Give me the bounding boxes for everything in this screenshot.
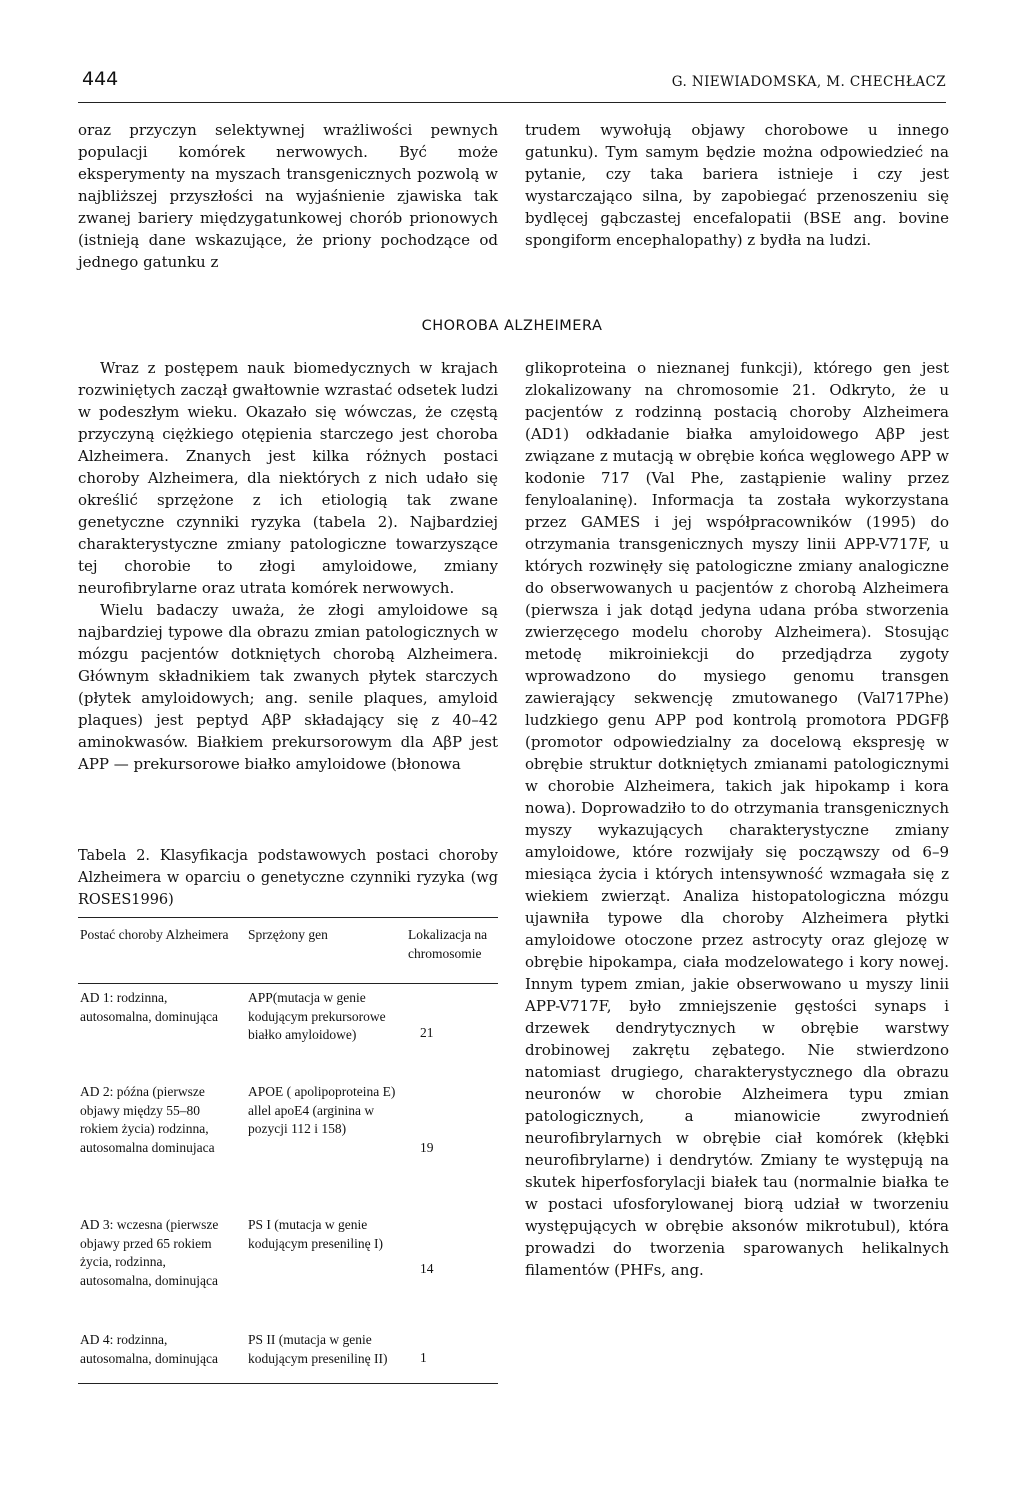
table-cell: AD 3: wczesna (pierwsze objawy przed 65 rokiem życia, rodzinna, autosomalna, dominująca (80, 1217, 219, 1288)
table-header-cell: Sprzężony gen (248, 927, 328, 942)
table-header-cell: Postać choroby Alzheimera (80, 927, 229, 942)
table-top-rule (78, 917, 498, 918)
body-paragraph: Wielu badaczy uważa, że złogi amyloidowe są najbardziej typowe dla obrazu zmian patologicznych w mózgu pacjentów dotkniętych chorobą Alzheimera. Głównym składnikiem tak zwanych płytek starczych (płytek amyloidowych; ang. senile plaques, amyloid plaques) jest peptyd AβP składający się z 40–42 aminokwasów. Białkiem prekursorowym dla AβP jest APP — prekursorowe białko amyloidowe (błonowa (78, 601, 498, 773)
table-caption: Tabela 2. Klasyfikacja podstawowych postaci choroby Alzheimera w oparciu o genetyczne czynniki ryzyka (wg ROSES1996) (78, 848, 498, 908)
body-paragraph: glikoproteina o nieznanej funkcji), którego gen jest zlokalizowany na chromosomie 21. Odkryto, że u pacjentów z rodzinną postacią choroby Alzheimera (AD1) odkładanie białka amyloidowego AβP jest związane z mutacją w obrębie końca węglowego APP w kodonie 717 (Val Phe, zastąpienie waliny przez fenyloalaninę). Informacja ta została wykorzystana przez GAMES i jej współpracowników (1995) do otrzymania transgenicznych myszy linii APP-V717F, u których rozwinęły się patologiczne zmiany analogiczne do obserwowanych u pacjentów z chorobą Alzheimera (pierwsza i jak dotąd jedyna udana próba stworzenia zwierzęcego modelu choroby Alzheimera). Stosując metodę mikroiniekcji do przedjądrza zygoty wprowadzono do mysiego genomu transgen zawierający sekwencję zmutowanego (Val717Phe) ludzkiego genu APP pod kontrolą promotora PDGFβ (promotor odpowiedzialny za docelową ekspresję w obrębie struktur dotkniętych zmianami patologicznymi w chorobie Alzheimera, takich jak hipokamp i kora nowa). Doprowadziło to do otrzymania transgenicznych myszy wykazujących charakterystyczne zmiany amyloidowe, które rozwijały się począwszy od 6–9 miesiąca życia i których intensywność wzmagała się z wiekiem zwierząt. Analiza histopatologiczna mózgu ujawniła typowe dla choroby Alzheimera płytki amyloidowe otoczone przez astrocyty oraz glejozę w obrębie hipokampa, ciała modzelowatego i kory nowej. Innym typem zmian, jakie obserwowano u myszy linii APP-V717F, było zmniejszenie gęstości synaps i drzewek dendrytycznych w obrębie warstwy drobinowej zakrętu zębatego. Nie stwierdzono natomiast drugiego, charakterystycznego dla obrazu neuronów w chorobie Alzheimera typu zmian patologicznych, a mianowicie zwyrodnień neurofibrylarnych w obrębie ciał komórek (kłębki neurofibrylarne) i dendrytów. Zmiany te występują na skutek hiperfosforylacji białek tau (normalnie białka te w postaci ufosforylowanej biorą udział w tworzeniu występujących w obrębie aksonów mikrotubul), która prowadzi do tworzenia sparowanych helikalnych filamentów (PHFs, ang. (525, 359, 949, 1279)
table-cell: 1 (420, 1350, 427, 1365)
table-cell: AD 4: rodzinna, autosomalna, dominująca (80, 1332, 218, 1366)
left-column-body (78, 357, 498, 775)
table-cell: APOE ( apolipoproteina E) allel apoE4 (arginina w pozycji 112 i 158) (248, 1084, 396, 1136)
table-header-cell: Lokalizacja na chromosomie (408, 927, 488, 961)
table-cell: AD 1: rodzinna, autosomalna, dominująca (80, 990, 218, 1024)
table-cell: 19 (420, 1140, 434, 1155)
table-cell: AD 2: późna (pierwsze objawy między 55–80 rokiem życia) rodzinna, autosomalna dominujaca (80, 1084, 215, 1155)
page-number: 444 (82, 68, 119, 90)
continued-paragraph-left: oraz przyczyn selektywnej wrażliwości pewnych populacji komórek nerwowych. Być może eksperymenty na myszach transgenicznych pozwolą w najbliższej przyszłości na wyjaśnienie zjawiska tak zwanej bariery międzygatunkowej chorób prionowych (istnieją dane wskazujące, że priony pochodzące od jednego gatunku z (78, 121, 498, 271)
table-bottom-rule (78, 1383, 498, 1384)
table-cell: PS II (mutacja w genie kodującym presenilinę II) (248, 1332, 388, 1366)
continued-paragraph-right: trudem wywołują objawy chorobowe u innego gatunku). Tym samym będzie można odpowiedzieć na pytanie, czy taka bariera istnieje i czy jest wystarczająco silna, by zapobiegać przenoszeniu się bydlęcej gąbczastej encefalopatii (BSE ang. bovine spongiform encephalopathy) z bydła na ludzi. (525, 121, 949, 249)
right-column-body (525, 357, 949, 1281)
section-heading: CHOROBA ALZHEIMERA (421, 318, 603, 334)
body-paragraph: Wraz z postępem nauk biomedycznych w krajach rozwiniętych zaczął gwałtownie wzrastać odsetek ludzi w podeszłym wieku. Okazało się wówczas, że częstą przyczyną ciężkiego otępienia starczego jest choroba Alzheimera. Znanych jest kilka różnych postaci choroby Alzheimera, dla niektórych z nich udało się określić sprzężone z ich etiologią tak zwane genetyczne czynniki ryzyka (tabela 2). Najbardziej charakterystyczne zmiany patologiczne towarzyszące tej chorobie to złogi amyloidowe, zmiany neurofibrylarne oraz utrata komórek nerwowych. (78, 359, 498, 597)
table-cell: APP(mutacja w genie kodującym prekursorowe białko amyloidowe) (248, 990, 386, 1042)
table-cell: 14 (420, 1261, 434, 1276)
table-header-rule (78, 983, 498, 984)
running-header (78, 68, 946, 103)
table-cell: 21 (420, 1025, 434, 1040)
running-authors: G. NIEWIADOMSKA, M. CHECHŁACZ (671, 74, 946, 90)
classification-table (78, 917, 498, 1381)
table-cell: PS I (mutacja w genie kodującym presenilinę I) (248, 1217, 383, 1251)
